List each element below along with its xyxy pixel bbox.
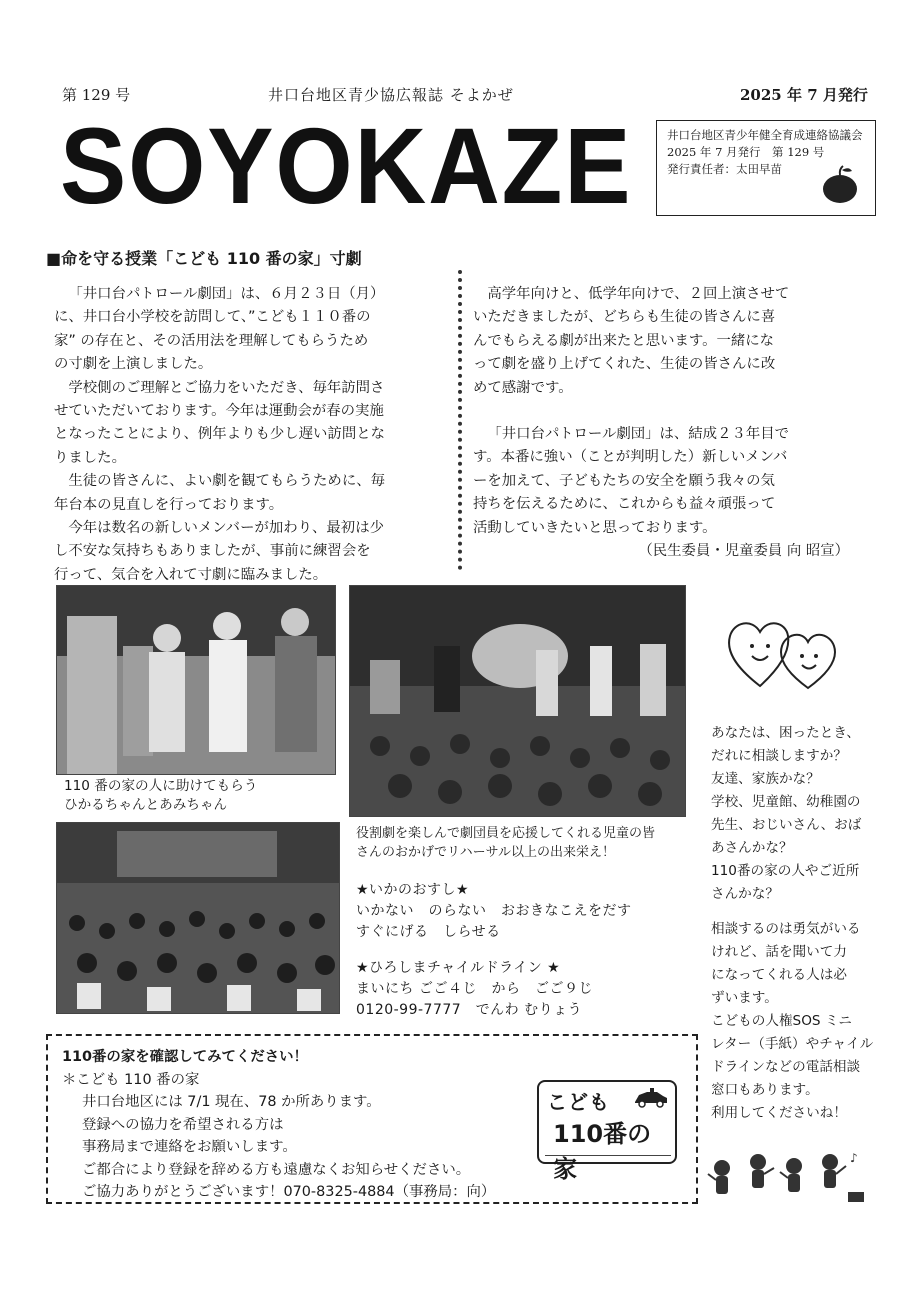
photo-gym-audience xyxy=(56,822,340,1014)
sidebar-line: 利用してくださいね！ xyxy=(711,1105,847,1121)
sidebar-line: ずいます。 xyxy=(711,990,778,1006)
slogan-line: いかない のらない おおきなこえをだす xyxy=(356,903,632,919)
sidebar-line: 先生、おじいさん、おば xyxy=(711,817,862,833)
sidebar-line: 友達、家族かな？ xyxy=(711,771,820,787)
paragraph-line: の寸劇を上演しました。 xyxy=(54,356,213,373)
sidebar-line: こどもの人権SOS ミニ xyxy=(711,1013,853,1029)
sidebar-line: けれど、話を聞いて力 xyxy=(711,944,847,960)
caption-line: 110 番の家の人に助けてもらう xyxy=(64,778,258,794)
sidebar-line: レター（手紙）やチャイル xyxy=(711,1036,874,1052)
caption-line: ひかるちゃんとあみちゃん xyxy=(64,797,228,813)
childline-phone: 0120-99-7777 でんわ むりょう xyxy=(356,1002,583,1018)
caption-line: さんのおかげでリハーサル以上の出来栄え！ xyxy=(356,845,615,860)
article-left-column xyxy=(54,283,444,587)
paragraph-line: 今年は数名の新しいメンバーが加わり、最初は少 xyxy=(68,520,384,537)
sidebar-line: 110番の家の人やご近所 xyxy=(711,863,860,879)
sidebar-line: 窓口もあります。 xyxy=(711,1082,819,1098)
publisher-editor: 発行責任者：太田早苗 xyxy=(667,162,782,176)
sidebar-line: になってくれる人は必 xyxy=(711,967,847,983)
sidebar-line: だれに相談しますか？ xyxy=(711,748,847,764)
publisher-issue: 2025 年 7 月発行 第 129 号 xyxy=(667,145,825,159)
article-right-column xyxy=(473,283,863,563)
dancing-kids-icon xyxy=(704,1148,868,1210)
paragraph-line: 行って、気合を入れて寸劇に臨みました。 xyxy=(54,566,328,583)
badge-footer-rule xyxy=(545,1155,671,1159)
ikanoosushi-slogan xyxy=(356,880,632,943)
paragraph-line: 生徒の皆さんに、よい劇を観てもらうために、毎 xyxy=(68,473,385,490)
paragraph-line: めて感謝です。 xyxy=(473,379,573,396)
sidebar-line: さんかな？ xyxy=(711,886,779,902)
notice-line: ＊こども 110 番の家 xyxy=(62,1071,200,1088)
slogan-line: すぐにげる しらせる xyxy=(356,924,501,940)
masthead-title: SOYOKAZE xyxy=(60,105,633,226)
badge-line-2: 110番の家 xyxy=(553,1120,652,1183)
sidebar-line: ドラインなどの電話相談 xyxy=(711,1059,861,1075)
paragraph-line: 活動していきたいと思っております。 xyxy=(473,519,717,536)
article-signature: （民生委員・児童委員 向 昭宣） xyxy=(638,543,849,560)
paragraph-line: となったことにより、例年よりも少し遅い訪問とな xyxy=(54,426,385,443)
sidebar-spacer xyxy=(711,906,881,918)
badge-line-1: こども xyxy=(547,1090,610,1114)
notice-heading: 110番の家を確認してみてください！ xyxy=(62,1049,308,1065)
paragraph-line: いただきましたが、どちらも生徒の皆さんに喜 xyxy=(473,309,776,326)
paragraph-line: 年台本の見直しを行っております。 xyxy=(54,496,284,513)
publisher-box xyxy=(656,120,876,216)
photo-caption-1 xyxy=(64,777,257,815)
issue-number: 第 129 号 xyxy=(62,86,131,104)
paragraph-line: せていただいております。今年は運動会が春の実施 xyxy=(54,403,384,420)
notice-contact: ご協力ありがとうございます！070-8325-4884（事務局：向） xyxy=(82,1184,496,1200)
childline-hours: まいにち ごご４じ から ごご９じ xyxy=(356,981,593,997)
notice-line: 事務局まで連絡をお願いします。 xyxy=(82,1139,297,1155)
caption-line: 役割劇を楽しんで劇団員を応援してくれる児童の皆 xyxy=(356,826,656,841)
notice-line: 井口台地区には 7/1 現在、78 か所あります。 xyxy=(82,1094,381,1110)
newsletter-subtitle: 井口台地区青少協広報誌 そよかぜ xyxy=(268,86,514,104)
photo-skit-stage xyxy=(56,585,336,775)
slogan-title: ★いかのおすし★ xyxy=(356,882,470,898)
childline-title: ★ひろしまチャイルドライン ★ xyxy=(356,960,561,976)
paragraph-line: 「井口台パトロール劇団」は、６月２３日（月） xyxy=(68,286,385,302)
notice-line: 登録への協力を希望される方は xyxy=(82,1116,284,1133)
sidebar-line: 学校、児童館、幼稚園の xyxy=(711,794,861,810)
paragraph-line: りました。 xyxy=(54,449,126,466)
paragraph-line: に、井口台小学校を訪問して、”こども１１０番の xyxy=(54,309,371,326)
issue-date: 2025 年 7 月発行 xyxy=(740,86,868,104)
paragraph-line: す。本番に強い（ことが判明した）新しいメンバ xyxy=(473,449,788,466)
column-divider xyxy=(458,270,462,570)
paragraph-line: 高学年向けと、低学年向けで、２回上演させて xyxy=(487,286,790,302)
paragraph-line: し不安な気持ちもありましたが、事前に練習会を xyxy=(54,543,371,560)
article-heading: ■命を守る授業「こども 110 番の家」寸劇 xyxy=(46,249,362,268)
paragraph-line: 「井口台パトロール劇団」は、結成２３年目で xyxy=(487,426,790,443)
police-car-icon xyxy=(633,1086,669,1108)
fruit-icon xyxy=(819,163,861,205)
paragraph-line: って劇を盛り上げてくれた、生徒の皆さんに改 xyxy=(473,356,776,373)
paragraph-line: 家” の存在と、その活用法を理解してもらうため xyxy=(54,332,369,349)
publisher-org: 井口台地区青少年健全育成連絡協議会 xyxy=(667,128,863,142)
smiling-hearts-icon xyxy=(724,610,842,694)
paragraph-line: んでもらえる劇が出来たと思います。一緒にな xyxy=(473,332,775,349)
paragraph-line: 持ちを伝えるために、これからも益々頑張って xyxy=(473,496,776,513)
photo-gym-performance xyxy=(349,585,686,817)
sidebar-message xyxy=(711,722,881,1125)
sidebar-line: 相談するのは勇気がいる xyxy=(711,921,861,937)
notice-line: ご都合により登録を辞める方も遠慮なくお知らせください。 xyxy=(82,1161,471,1178)
childline-info xyxy=(356,958,593,1021)
photo-caption-2 xyxy=(356,824,655,862)
paragraph-line: 学校側のご理解とご協力をいただき、毎年訪問さ xyxy=(68,379,385,396)
paragraph-line: ーを加えて、子どもたちの安全を願う我々の気 xyxy=(473,472,775,489)
sidebar-line: あさんかな？ xyxy=(711,840,793,856)
svg-text:♪: ♪ xyxy=(850,1151,858,1165)
notice-text xyxy=(62,1046,495,1204)
sidebar-line: あなたは、困ったとき、 xyxy=(711,725,860,741)
kodomo-110-badge xyxy=(537,1080,677,1183)
